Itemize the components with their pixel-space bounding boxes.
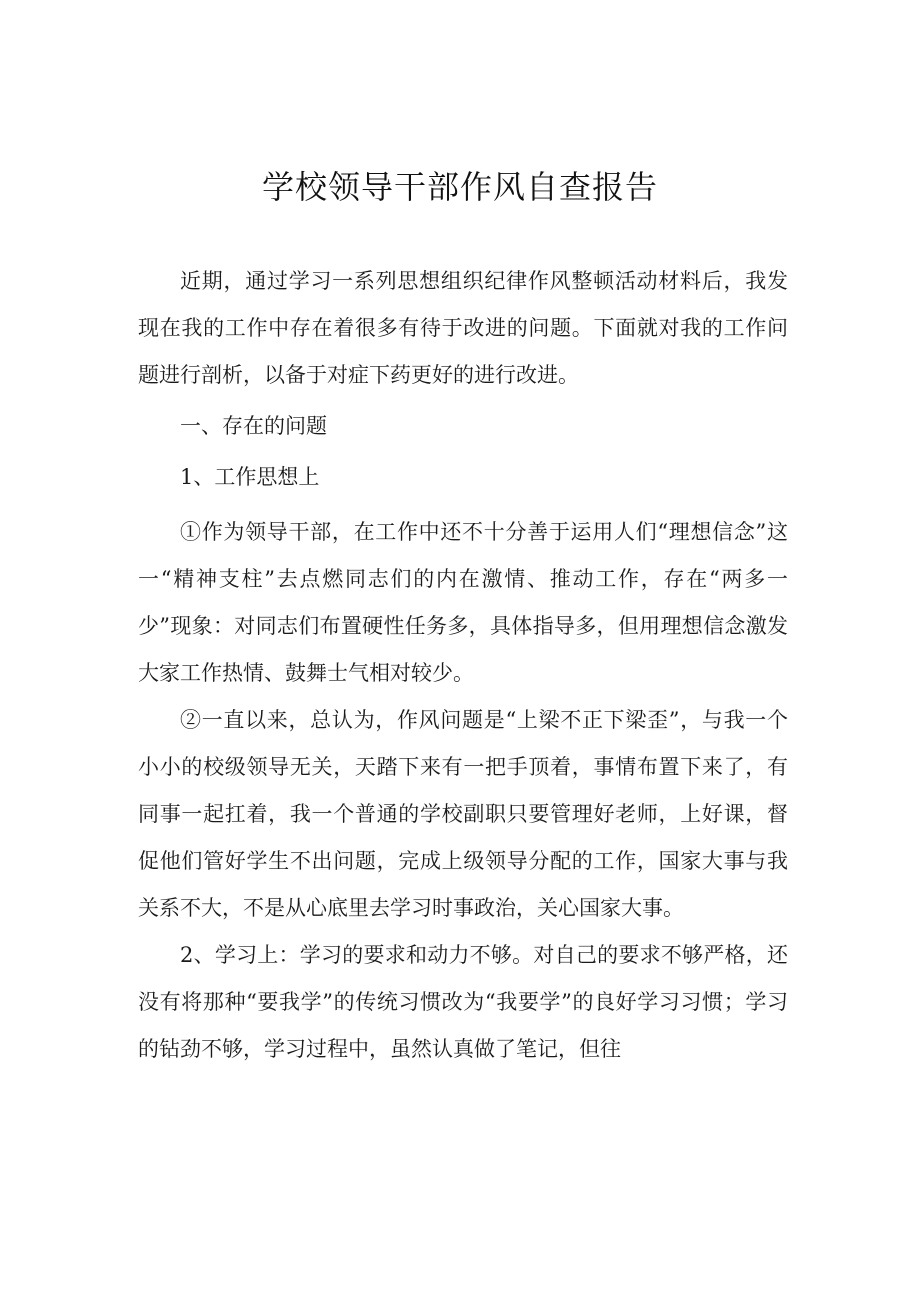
document-title: 学校领导干部作风自查报告 [261, 168, 658, 206]
subheading-work-thinking: 1、工作思想上 [180, 465, 320, 489]
document-body [138, 258, 788, 1073]
paragraph-item-1: ①作为领导干部，在工作中还不十分善于运用人们“理想信念”这一“精神支柱”去点燃同志们的内在激情、推动工作，存在“两多一少”现象：对同志们布置硬性任务多，具体指导多，但用理想信念激发大家工作热情、鼓舞士气相对较少。 [138, 520, 788, 685]
paragraph-study: 2、学习上：学习的要求和动力不够。对自己的要求不够严格，还没有将那种“要我学”的传统习惯改为“我要学”的良好学习习惯；学习的钻劲不够，学习过程中，虽然认真做了笔记，但往 [138, 943, 788, 1061]
section-heading-problems: 一、存在的问题 [180, 414, 327, 438]
paragraph-item-2: ②一直以来，总认为，作风问题是“上梁不正下梁歪”，与我一个小小的校级领导无关，天踏下来有一把手顶着，事情布置下来了，有同事一起扛着，我一个普通的学校副职只要管理好老师，上好课，督促他们管好学生不出问题，完成上级领导分配的工作，国家大事与我关系不大，不是从心底里去学习时事政治，关心国家大事。 [138, 708, 788, 920]
intro-paragraph: 近期，通过学习一系列思想组织纪律作风整顿活动材料后，我发现在我的工作中存在着很多有待于改进的问题。下面就对我的工作问题进行剖析，以备于对症下药更好的进行改进。 [138, 269, 788, 387]
